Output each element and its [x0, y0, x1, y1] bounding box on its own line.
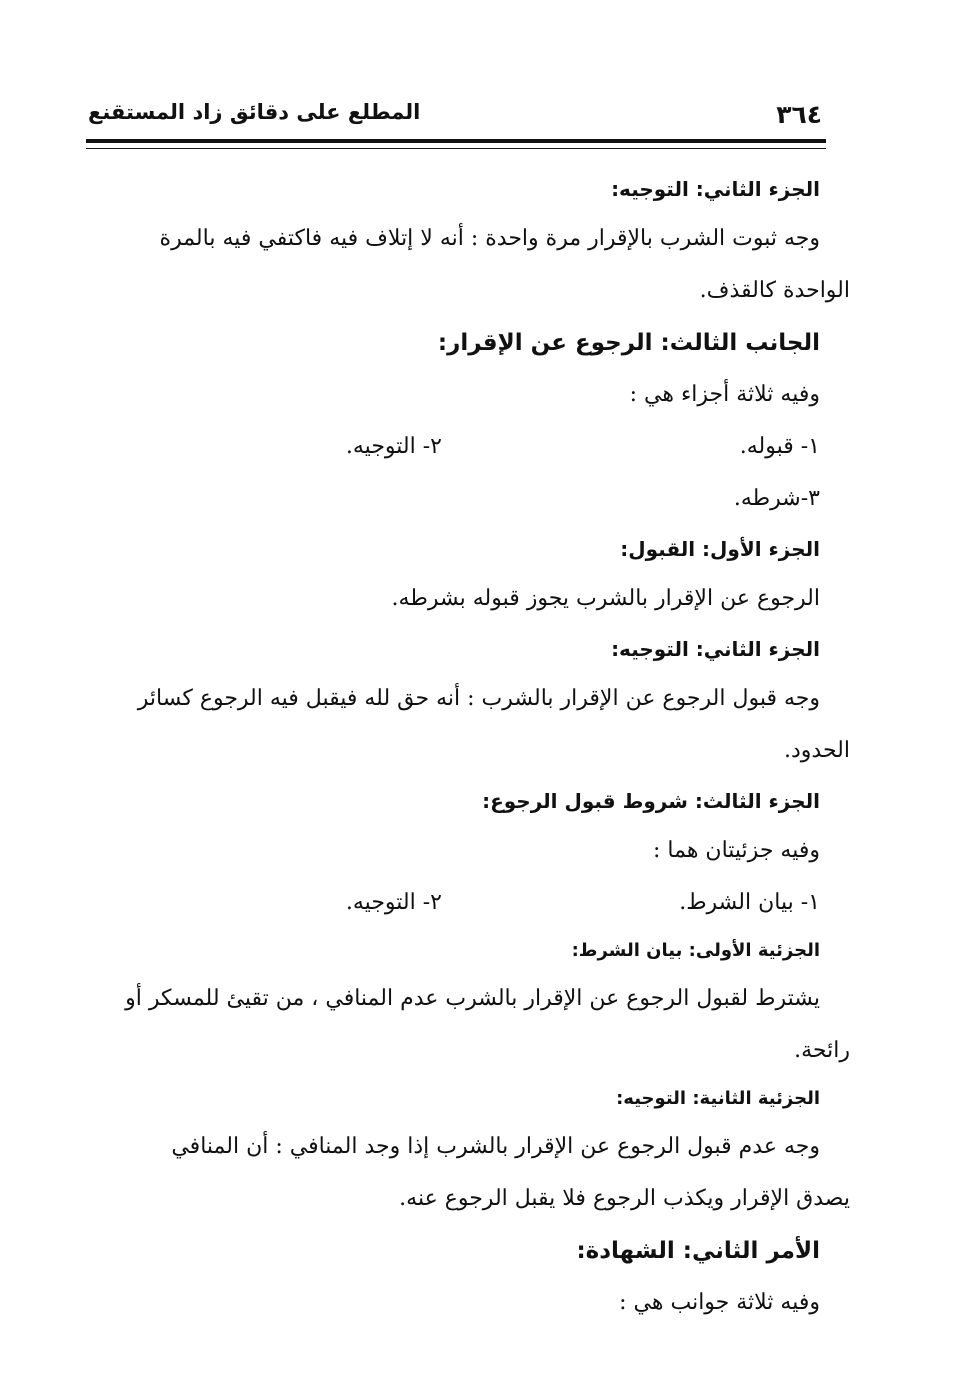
- page-header: [88, 100, 822, 130]
- list-item: ١- قبوله.: [739, 434, 820, 459]
- paragraph-line: الحدود.: [784, 738, 850, 763]
- subheading-part-two-justification: الجزء الثاني: التوجيه:: [611, 177, 820, 201]
- paragraph-line: وجه ثبوت الشرب بالإقرار مرة واحدة : أنه لا إتلاف فيه فاكتفي فيه بالمرة: [159, 226, 820, 251]
- paragraph-line: الواحدة كالقذف.: [699, 278, 850, 303]
- paragraph-line: رائحة.: [794, 1038, 850, 1063]
- subheading-part-one-acceptance: الجزء الأول: القبول:: [620, 537, 820, 561]
- list-item: ٢- التوجيه.: [345, 434, 442, 459]
- section-heading-retraction: الجانب الثالث: الرجوع عن الإقرار:: [437, 330, 820, 356]
- paragraph-line: وجه عدم قبول الرجوع عن الإقرار بالشرب إذا وجد المنافي : أن المنافي: [171, 1134, 820, 1159]
- intro-line: وفيه ثلاثة جوانب هي :: [619, 1290, 820, 1315]
- list-row: [88, 877, 820, 929]
- page-number: ٣٦٤: [776, 100, 822, 129]
- intro-line: وفيه ثلاثة أجزاء هي :: [629, 382, 820, 407]
- running-title: المطلع على دقائق زاد المستقنع: [88, 100, 421, 124]
- paragraph-line: وجه قبول الرجوع عن الإقرار بالشرب : أنه حق لله فيقبل فيه الرجوع كسائر: [137, 686, 820, 711]
- intro-line: وفيه جزئيتان هما :: [653, 838, 820, 863]
- list-item: ١- بيان الشرط.: [679, 890, 820, 915]
- header-rule-thin: [86, 148, 826, 149]
- paragraph-line: الرجوع عن الإقرار بالشرب يجوز قبوله بشرطه.: [391, 586, 820, 611]
- page-body: [88, 165, 850, 1329]
- paragraph-line: يشترط لقبول الرجوع عن الإقرار بالشرب عدم المنافي ، من تقيئ للمسكر أو: [125, 986, 820, 1011]
- subheading-first-item-condition: الجزئية الأولى: بيان الشرط:: [571, 940, 820, 961]
- header-rule-thick: [86, 139, 826, 143]
- list-row: [88, 421, 820, 473]
- section-heading-testimony: الأمر الثاني: الشهادة:: [576, 1238, 820, 1264]
- subheading-part-three-conditions: الجزء الثالث: شروط قبول الرجوع:: [482, 789, 820, 813]
- list-item: ٣-شرطه.: [733, 486, 820, 511]
- subheading-part-two-justification: الجزء الثاني: التوجيه:: [611, 637, 820, 661]
- list-item: ٢- التوجيه.: [345, 890, 442, 915]
- subheading-second-item-justification: الجزئية الثانية: التوجيه:: [616, 1088, 820, 1109]
- paragraph-line: يصدق الإقرار ويكذب الرجوع فلا يقبل الرجوع عنه.: [399, 1186, 850, 1211]
